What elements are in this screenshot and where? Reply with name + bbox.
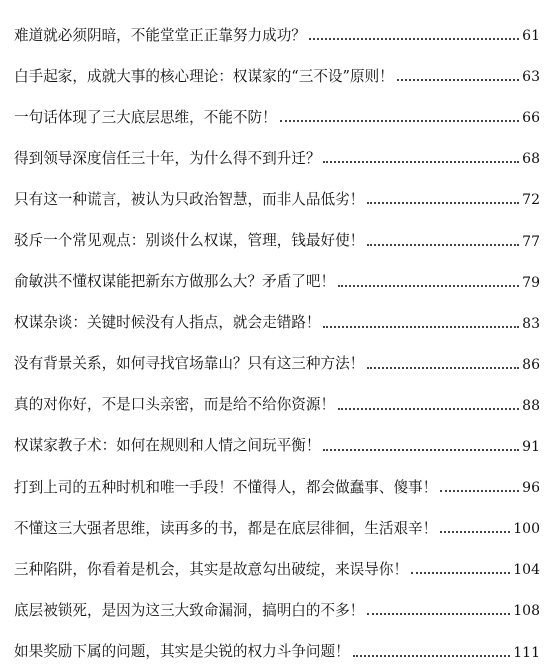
toc-entry[interactable] <box>14 583 540 624</box>
toc-entry-page: 96 <box>522 480 540 497</box>
toc-entry-page: 66 <box>522 110 540 127</box>
toc-entry[interactable] <box>14 501 540 542</box>
toc-entry-title: 权谋家教子术：如何在规则和人情之间玩平衡！ <box>14 437 321 455</box>
toc-entry[interactable] <box>14 255 540 296</box>
toc-entry-title: 俞敏洪不懂权谋能把新东方做那么大？矛盾了吧！ <box>14 273 336 291</box>
dot-leader <box>440 531 510 533</box>
toc-entry-title: 权谋杂谈：关键时候没有人指点，就会走错路！ <box>14 314 321 332</box>
toc-entry-title: 没有背景关系，如何寻找官场靠山？只有这三种方法！ <box>14 355 365 373</box>
toc-entry-page: 79 <box>522 274 540 291</box>
dot-leader <box>338 285 519 287</box>
toc-entry[interactable] <box>14 337 540 378</box>
dot-leader <box>323 326 519 328</box>
toc-entry-page: 83 <box>522 315 540 332</box>
toc-entry[interactable] <box>14 8 540 49</box>
toc-entry-page: 86 <box>522 356 540 373</box>
toc-entry[interactable] <box>14 49 540 90</box>
toc-entry-title: 白手起家，成就大事的核心理论：权谋家的“三不设”原则！ <box>14 67 394 85</box>
toc-entry-page: 77 <box>522 233 540 250</box>
toc-entry[interactable] <box>14 624 540 665</box>
toc-entry[interactable] <box>14 213 540 254</box>
toc-entry-page: 72 <box>522 192 540 209</box>
toc-entry[interactable] <box>14 131 540 172</box>
toc-entry[interactable] <box>14 296 540 337</box>
toc-entry-title: 得到领导深度信任三十年，为什么得不到升迁？ <box>14 149 321 167</box>
toc-entry[interactable] <box>14 90 540 131</box>
toc-entry[interactable] <box>14 460 540 501</box>
toc-entry-page: 100 <box>513 521 540 538</box>
toc-entry[interactable] <box>14 378 540 419</box>
toc-entry-page: 91 <box>522 439 540 456</box>
dot-leader <box>280 120 519 122</box>
dot-leader <box>367 367 519 369</box>
toc-entry-page: 108 <box>513 603 540 620</box>
toc-entry-page: 68 <box>522 151 540 168</box>
toc-entry-title: 不懂这三大强者思维，读再多的书，都是在底层徘徊，生活艰辛！ <box>14 519 438 537</box>
toc-entry-title: 如果奖励下属的问题，其实是尖锐的权力斗争问题！ <box>14 642 350 660</box>
toc-entry[interactable] <box>14 419 540 460</box>
toc-entry-page: 111 <box>513 644 540 661</box>
toc-entry[interactable] <box>14 172 540 213</box>
toc-entry-title: 难道就必须阴暗，不能堂堂正正靠努力成功？ <box>14 26 306 44</box>
dot-leader <box>323 449 519 451</box>
toc-entry-title: 底层被锁死，是因为这三大致命漏洞，搞明白的不多！ <box>14 601 365 619</box>
dot-leader <box>309 38 519 40</box>
dot-leader <box>367 202 519 204</box>
dot-leader <box>367 244 519 246</box>
toc-entry[interactable] <box>14 542 540 583</box>
toc-entry-title: 只有这一种谎言，被认为只政治智慧，而非人品低劣！ <box>14 190 365 208</box>
toc-entry-page: 88 <box>522 397 540 414</box>
toc-entry-title: 打到上司的五种时机和唯一手段！不懂得人，都会做蠢事、傻事！ <box>14 478 438 496</box>
toc-entry-page: 104 <box>513 562 540 579</box>
toc-entry-title: 真的对你好，不是口头亲密，而是给不给你资源！ <box>14 396 336 414</box>
toc-entry-page: 63 <box>522 69 540 86</box>
dot-leader <box>397 79 519 81</box>
dot-leader <box>367 613 510 615</box>
dot-leader <box>353 655 511 657</box>
toc-entry-page: 61 <box>522 28 540 45</box>
dot-leader <box>338 408 519 410</box>
dot-leader <box>411 572 510 574</box>
toc-entry-title: 一句话体现了三大底层思维，不能不防！ <box>14 108 277 126</box>
dot-leader <box>323 161 519 163</box>
toc-entry-title: 三种陷阱，你看着是机会，其实是故意勾出破绽，来误导你！ <box>14 560 409 578</box>
dot-leader <box>440 490 519 492</box>
toc-entry-title: 驳斥一个常见观点：别谈什么权谋，管理，钱最好使！ <box>14 231 365 249</box>
